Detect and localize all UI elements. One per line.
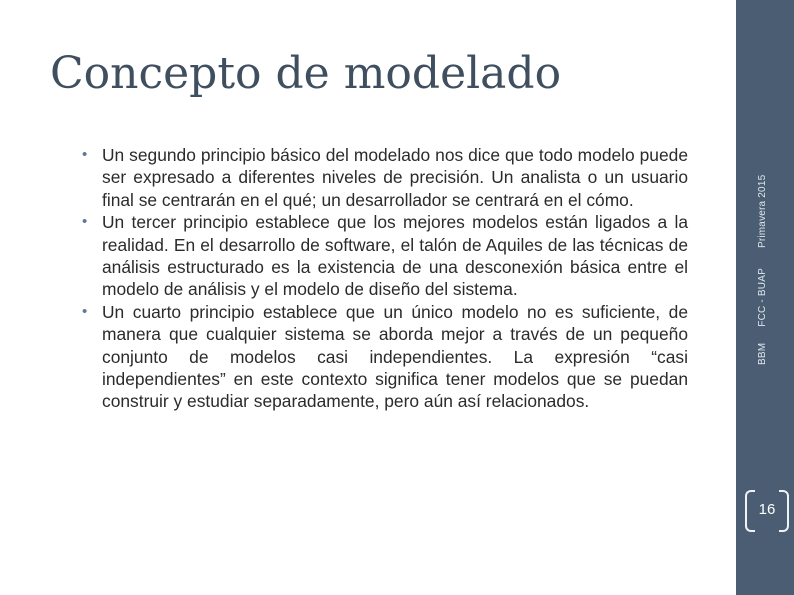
bullet-text: Un segundo principio básico del modelado nos dice que todo modelo puede ser expresado a diferentes niveles de precisión. Un analista o un usuario final se centrarán en el qué; un desarrollador se centrará en el cómo. [102, 145, 688, 210]
bullet-item [80, 301, 688, 413]
bullet-item [80, 144, 688, 211]
bullet-list [80, 144, 688, 413]
bullet-marker: • [82, 213, 88, 231]
bullet-marker: • [82, 302, 88, 320]
footer-institution: FCC - BUAP [757, 268, 768, 327]
bullet-text: Un tercer principio establece que los mejores modelos están ligados a la realidad. En el desarrollo de software, el talón de Aquiles de las técnicas de análisis estructurado es la existencia de una desconexión básica entre el modelo de análisis y el modelo de diseño del sistema. [102, 212, 688, 300]
bullet-marker: • [82, 146, 88, 163]
footer-author: BBM [757, 342, 768, 365]
page-number: 16 [758, 501, 776, 518]
page-number-box [745, 490, 789, 530]
bullet-item [80, 211, 688, 301]
bullet-text: Un cuarto principio establece que un único modelo no es suficiente, de manera que cualquier sistema se aborda mejor a través de un pequeño conjunto de modelos casi independientes. La expresión “casi independientes” en este contexto significa tener modelos que se puedan construir y estudiar separadamente, pero aún así relacionados. [102, 301, 688, 412]
slide-title: Concepto de modelado [50, 48, 562, 99]
sidebar-footer [756, 175, 770, 365]
footer-term: Primavera 2015 [757, 174, 768, 249]
